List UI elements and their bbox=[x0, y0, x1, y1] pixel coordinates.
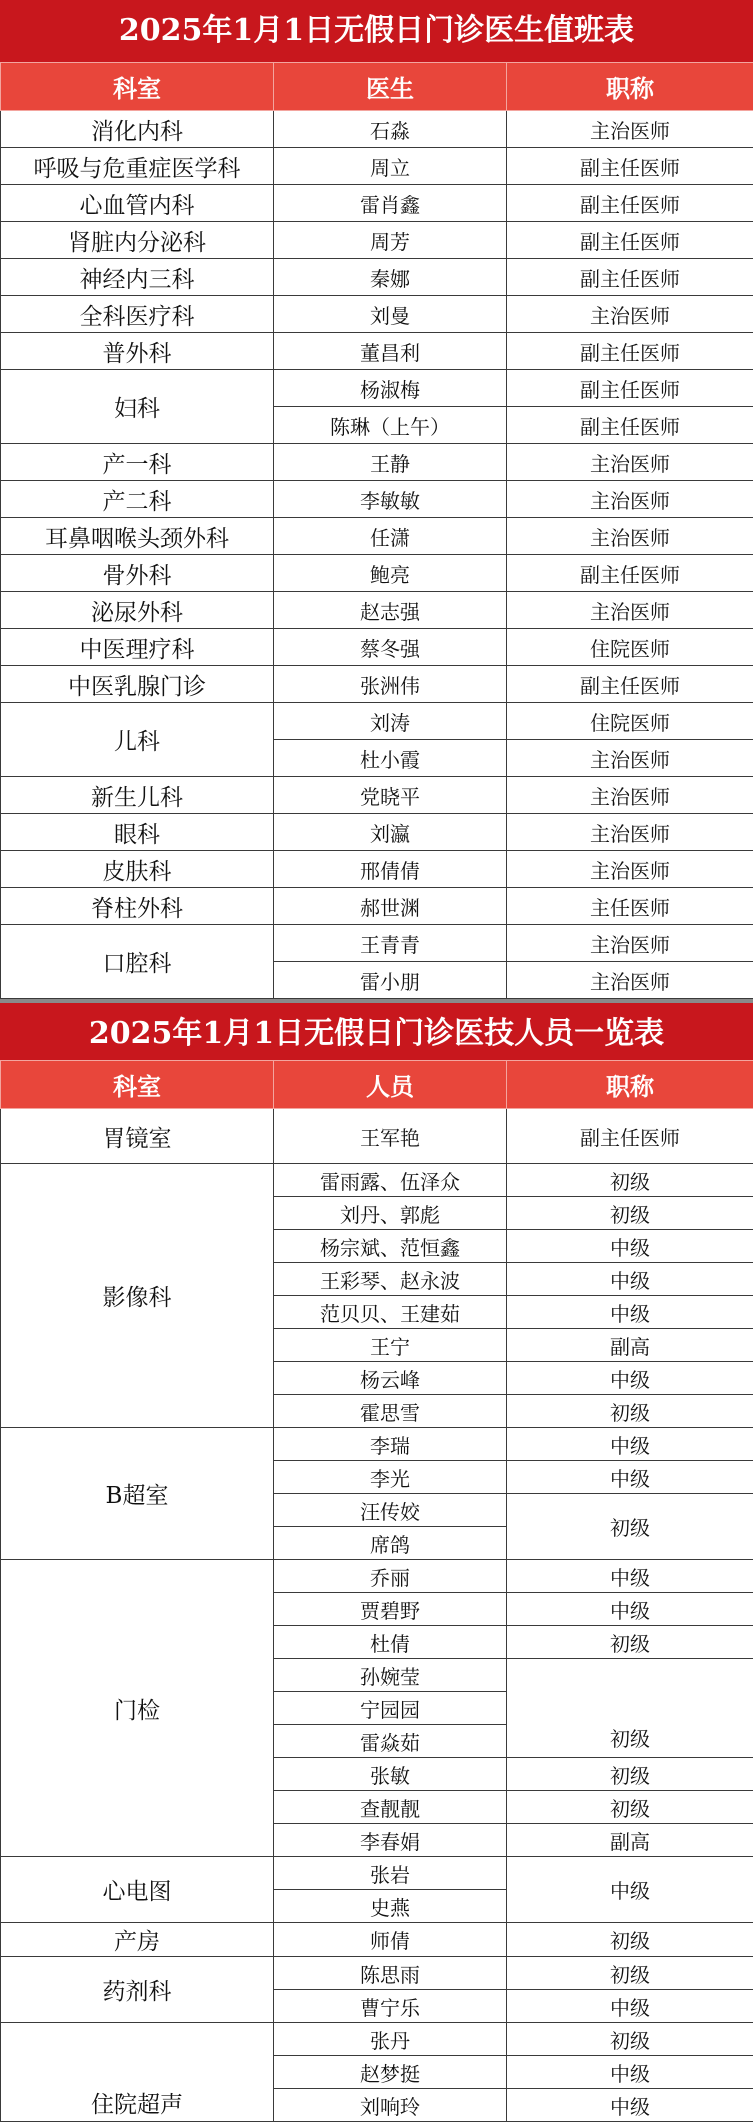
staff-name-cell: 查靓靓 bbox=[274, 1791, 507, 1824]
doctor-name-cell: 雷肖鑫 bbox=[274, 185, 507, 222]
staff-name-cell: 李春娟 bbox=[274, 1824, 507, 1857]
job-title-cell: 中级 bbox=[507, 2056, 753, 2089]
doctor-name-cell: 李敏敏 bbox=[274, 481, 507, 518]
job-title-cell: 副高 bbox=[507, 1329, 753, 1362]
column-header-dept: 科室 bbox=[1, 1061, 274, 1109]
staff-name-cell: 李瑞 bbox=[274, 1428, 507, 1461]
table-row bbox=[1, 1923, 753, 1957]
job-title-cell: 初级 bbox=[507, 2023, 753, 2056]
dept-cell: 心电图 bbox=[1, 1857, 274, 1923]
dept-cell: 产二科 bbox=[1, 481, 274, 518]
job-title-cell: 初级 bbox=[507, 1659, 753, 1758]
job-title-cell: 初级 bbox=[507, 1395, 753, 1428]
job-title-cell: 初级 bbox=[507, 1758, 753, 1791]
job-title-cell: 主治医师 bbox=[507, 962, 753, 999]
dept-cell: 骨外科 bbox=[1, 555, 274, 592]
job-title-cell: 主治医师 bbox=[507, 814, 753, 851]
table-row bbox=[1, 1957, 753, 1990]
staff-name-cell: 张丹 bbox=[274, 2023, 507, 2056]
job-title-cell: 中级 bbox=[507, 1362, 753, 1395]
job-title-cell: 主治医师 bbox=[507, 296, 753, 333]
dept-cell: 门检 bbox=[1, 1560, 274, 1857]
job-title-cell: 副主任医师 bbox=[507, 148, 753, 185]
doctor-name-cell: 蔡冬强 bbox=[274, 629, 507, 666]
staff-name-cell: 杨云峰 bbox=[274, 1362, 507, 1395]
dept-cell: 胃镜室 bbox=[1, 1109, 274, 1164]
staff-name-cell: 雷雨露、伍泽众 bbox=[274, 1164, 507, 1197]
staff-name-cell: 范贝贝、王建茹 bbox=[274, 1296, 507, 1329]
table-row bbox=[1, 370, 753, 407]
doctor-name-cell: 周芳 bbox=[274, 222, 507, 259]
dept-cell: 药剂科 bbox=[1, 1957, 274, 2023]
job-title-cell: 主治医师 bbox=[507, 111, 753, 148]
doctor-name-cell: 刘曼 bbox=[274, 296, 507, 333]
job-title-cell: 中级 bbox=[507, 1857, 753, 1923]
job-title-cell: 中级 bbox=[507, 1560, 753, 1593]
staff-name-cell: 曹宁乐 bbox=[274, 1990, 507, 2023]
dept-cell: 消化内科 bbox=[1, 111, 274, 148]
staff-name-cell: 贾碧野 bbox=[274, 1593, 507, 1626]
doctor-name-cell: 雷小朋 bbox=[274, 962, 507, 999]
table-row bbox=[1, 111, 753, 148]
table-header-row bbox=[1, 63, 753, 111]
dept-cell: 中医乳腺门诊 bbox=[1, 666, 274, 703]
job-title-cell: 副主任医师 bbox=[507, 259, 753, 296]
job-title-cell: 主治医师 bbox=[507, 777, 753, 814]
tech-staff-title: 2025年1月1日无假日门诊医技人员一览表 bbox=[0, 999, 753, 1060]
doctor-name-cell: 刘涛 bbox=[274, 703, 507, 740]
staff-name-cell: 杨宗斌、范恒鑫 bbox=[274, 1230, 507, 1263]
job-title-cell: 初级 bbox=[507, 1494, 753, 1560]
staff-name-cell: 赵梦挺 bbox=[274, 2056, 507, 2089]
column-header-doctor: 医生 bbox=[274, 63, 507, 111]
job-title-cell: 初级 bbox=[507, 1164, 753, 1197]
job-title-cell: 副主任医师 bbox=[507, 185, 753, 222]
table-row bbox=[1, 481, 753, 518]
dept-cell: 神经内三科 bbox=[1, 259, 274, 296]
staff-name-cell: 张岩 bbox=[274, 1857, 507, 1890]
job-title-cell: 中级 bbox=[507, 2089, 753, 2122]
dept-cell: 住院超声 bbox=[1, 2023, 274, 2122]
table-row bbox=[1, 518, 753, 555]
doctor-name-cell: 董昌利 bbox=[274, 333, 507, 370]
job-title-cell: 中级 bbox=[507, 1428, 753, 1461]
doctor-name-cell: 秦娜 bbox=[274, 259, 507, 296]
doctor-name-cell: 邢倩倩 bbox=[274, 851, 507, 888]
job-title-cell: 主治医师 bbox=[507, 925, 753, 962]
staff-name-cell: 史燕 bbox=[274, 1890, 507, 1923]
job-title-cell: 主治医师 bbox=[507, 592, 753, 629]
dept-cell: 中医理疗科 bbox=[1, 629, 274, 666]
staff-name-cell: 席鸽 bbox=[274, 1527, 507, 1560]
doctor-schedule-table bbox=[0, 62, 753, 999]
table-row bbox=[1, 703, 753, 740]
dept-cell: 产一科 bbox=[1, 444, 274, 481]
staff-name-cell: 宁园园 bbox=[274, 1692, 507, 1725]
dept-cell: 普外科 bbox=[1, 333, 274, 370]
job-title-cell: 主治医师 bbox=[507, 851, 753, 888]
job-title-cell: 副主任医师 bbox=[507, 222, 753, 259]
staff-name-cell: 李光 bbox=[274, 1461, 507, 1494]
staff-name-cell: 霍思雪 bbox=[274, 1395, 507, 1428]
job-title-cell: 副主任医师 bbox=[507, 1109, 753, 1164]
job-title-cell: 主治医师 bbox=[507, 481, 753, 518]
table-row bbox=[1, 925, 753, 962]
table-row bbox=[1, 259, 753, 296]
staff-name-cell: 王军艳 bbox=[274, 1109, 507, 1164]
job-title-cell: 中级 bbox=[507, 1263, 753, 1296]
doctor-name-cell: 王青青 bbox=[274, 925, 507, 962]
dept-cell: 眼科 bbox=[1, 814, 274, 851]
table-row bbox=[1, 222, 753, 259]
table-row bbox=[1, 1560, 753, 1593]
table-row bbox=[1, 888, 753, 925]
job-title-cell: 中级 bbox=[507, 1990, 753, 2023]
table-row bbox=[1, 777, 753, 814]
dept-cell: 影像科 bbox=[1, 1164, 274, 1428]
job-title-cell: 副主任医师 bbox=[507, 407, 753, 444]
dept-cell: 全科医疗科 bbox=[1, 296, 274, 333]
staff-name-cell: 雷焱茹 bbox=[274, 1725, 507, 1758]
table-row bbox=[1, 185, 753, 222]
table-row bbox=[1, 814, 753, 851]
staff-name-cell: 杜倩 bbox=[274, 1626, 507, 1659]
job-title-cell: 住院医师 bbox=[507, 629, 753, 666]
doctor-name-cell: 王静 bbox=[274, 444, 507, 481]
table-row bbox=[1, 444, 753, 481]
table-row bbox=[1, 148, 753, 185]
doctor-name-cell: 杨淑梅 bbox=[274, 370, 507, 407]
dept-cell: 新生儿科 bbox=[1, 777, 274, 814]
job-title-cell: 住院医师 bbox=[507, 703, 753, 740]
table-row bbox=[1, 296, 753, 333]
job-title-cell: 初级 bbox=[507, 1626, 753, 1659]
job-title-cell: 中级 bbox=[507, 1230, 753, 1263]
job-title-cell: 主任医师 bbox=[507, 888, 753, 925]
doctor-name-cell: 石淼 bbox=[274, 111, 507, 148]
job-title-cell: 初级 bbox=[507, 1791, 753, 1824]
column-header-dept: 科室 bbox=[1, 63, 274, 111]
table-row bbox=[1, 1428, 753, 1461]
staff-name-cell: 孙婉莹 bbox=[274, 1659, 507, 1692]
job-title-cell: 主治医师 bbox=[507, 518, 753, 555]
staff-name-cell: 乔丽 bbox=[274, 1560, 507, 1593]
job-title-cell: 中级 bbox=[507, 1296, 753, 1329]
job-title-cell: 副高 bbox=[507, 1824, 753, 1857]
dept-cell: 妇科 bbox=[1, 370, 274, 444]
table-header-row bbox=[1, 1061, 753, 1109]
doctor-name-cell: 张洲伟 bbox=[274, 666, 507, 703]
doctor-name-cell: 周立 bbox=[274, 148, 507, 185]
dept-cell: 产房 bbox=[1, 1923, 274, 1957]
tech-staff-table bbox=[0, 1060, 753, 2122]
table-row bbox=[1, 2023, 753, 2056]
staff-name-cell: 陈思雨 bbox=[274, 1957, 507, 1990]
staff-name-cell: 王宁 bbox=[274, 1329, 507, 1362]
table-row bbox=[1, 851, 753, 888]
table-row bbox=[1, 592, 753, 629]
doctor-name-cell: 党晓平 bbox=[274, 777, 507, 814]
column-header-title: 职称 bbox=[507, 1061, 753, 1109]
table-row bbox=[1, 333, 753, 370]
job-title-cell: 主治医师 bbox=[507, 740, 753, 777]
job-title-cell: 初级 bbox=[507, 1957, 753, 1990]
table-row bbox=[1, 1857, 753, 1890]
dept-cell: 脊柱外科 bbox=[1, 888, 274, 925]
doctor-name-cell: 赵志强 bbox=[274, 592, 507, 629]
job-title-cell: 副主任医师 bbox=[507, 333, 753, 370]
column-header-staff: 人员 bbox=[274, 1061, 507, 1109]
table-row bbox=[1, 629, 753, 666]
table-row bbox=[1, 1164, 753, 1197]
table-row bbox=[1, 555, 753, 592]
doctor-name-cell: 郝世渊 bbox=[274, 888, 507, 925]
table-row bbox=[1, 1109, 753, 1164]
doctor-name-cell: 刘瀛 bbox=[274, 814, 507, 851]
doctor-name-cell: 陈琳（上午） bbox=[274, 407, 507, 444]
staff-name-cell: 刘丹、郭彪 bbox=[274, 1197, 507, 1230]
dept-cell: 儿科 bbox=[1, 703, 274, 777]
job-title-cell: 中级 bbox=[507, 1461, 753, 1494]
column-header-title: 职称 bbox=[507, 63, 753, 111]
staff-name-cell: 王彩琴、赵永波 bbox=[274, 1263, 507, 1296]
job-title-cell: 副主任医师 bbox=[507, 370, 753, 407]
job-title-cell: 初级 bbox=[507, 1923, 753, 1957]
job-title-cell: 初级 bbox=[507, 1197, 753, 1230]
job-title-cell: 主治医师 bbox=[507, 444, 753, 481]
doctor-name-cell: 杜小霞 bbox=[274, 740, 507, 777]
job-title-cell: 副主任医师 bbox=[507, 666, 753, 703]
staff-name-cell: 张敏 bbox=[274, 1758, 507, 1791]
dept-cell: 肾脏内分泌科 bbox=[1, 222, 274, 259]
staff-name-cell: 师倩 bbox=[274, 1923, 507, 1957]
table-row bbox=[1, 666, 753, 703]
doctor-schedule-title: 2025年1月1日无假日门诊医生值班表 bbox=[0, 0, 753, 62]
staff-name-cell: 汪传姣 bbox=[274, 1494, 507, 1527]
dept-cell: 泌尿外科 bbox=[1, 592, 274, 629]
dept-cell: 心血管内科 bbox=[1, 185, 274, 222]
job-title-cell: 副主任医师 bbox=[507, 555, 753, 592]
dept-cell: 耳鼻咽喉头颈外科 bbox=[1, 518, 274, 555]
doctor-name-cell: 鲍亮 bbox=[274, 555, 507, 592]
dept-cell: 皮肤科 bbox=[1, 851, 274, 888]
doctor-name-cell: 任潇 bbox=[274, 518, 507, 555]
staff-name-cell: 刘响玲 bbox=[274, 2089, 507, 2122]
job-title-cell: 中级 bbox=[507, 1593, 753, 1626]
dept-cell: B超室 bbox=[1, 1428, 274, 1560]
dept-cell: 口腔科 bbox=[1, 925, 274, 999]
dept-cell: 呼吸与危重症医学科 bbox=[1, 148, 274, 185]
